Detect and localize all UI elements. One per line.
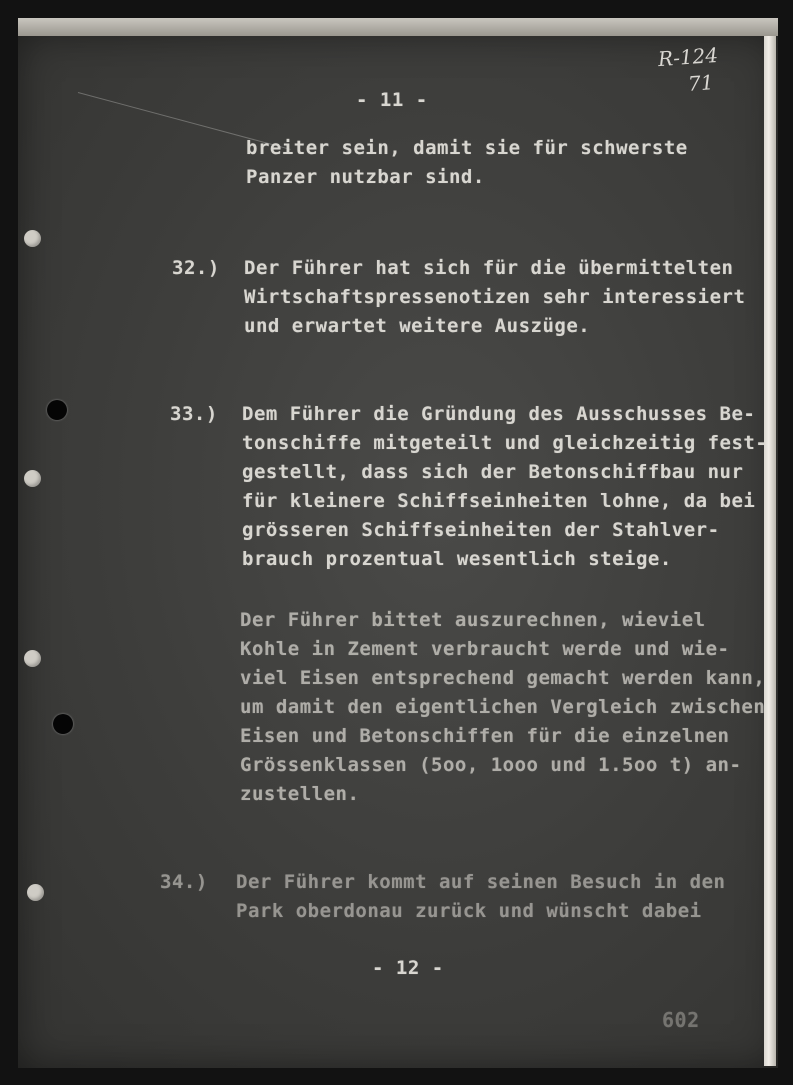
- text-line: Kohle in Zement verbraucht werde und wie-: [240, 638, 730, 660]
- item-number: 32.): [172, 257, 220, 279]
- punch-hole-icon: [24, 650, 41, 667]
- text-line: Park oberdonau zurück und wünscht dabei: [236, 900, 702, 922]
- page-header: - 11 -: [356, 89, 428, 111]
- text-line: und erwartet weitere Auszüge.: [244, 315, 591, 337]
- punch-hole-icon: [27, 884, 44, 901]
- text-line: grösseren Schiffseinheiten der Stahlver-: [242, 519, 720, 541]
- archive-stamp: 602: [662, 1008, 700, 1032]
- item-number: 33.): [170, 403, 218, 425]
- text-line: Panzer nutzbar sind.: [246, 166, 485, 188]
- text-line: tonschiffe mitgeteilt und gleichzeitig fest-: [242, 432, 768, 454]
- text-line: Der Führer kommt auf seinen Besuch in den: [236, 871, 726, 893]
- archive-sub-reference: 71: [687, 70, 715, 96]
- item-number: 34.): [160, 871, 208, 893]
- page-top-edge: [18, 18, 778, 36]
- page-right-edge: [764, 36, 776, 1066]
- text-line: zustellen.: [240, 783, 360, 805]
- archive-reference: R-124: [657, 42, 719, 72]
- text-line: für kleinere Schiffseinheiten lohne, da bei: [242, 490, 756, 512]
- text-line: gestellt, dass sich der Betonschiffbau nur: [242, 461, 744, 483]
- text-line: Eisen und Betonschiffen für die einzelnen: [240, 725, 730, 747]
- text-line: breiter sein, damit sie für schwerste: [246, 137, 688, 159]
- punch-hole-icon: [24, 470, 41, 487]
- page-footer: - 12 -: [372, 957, 444, 979]
- text-line: Dem Führer die Gründung des Ausschusses Be-: [242, 403, 756, 425]
- text-line: Der Führer bittet auszurechnen, wieviel: [240, 609, 706, 631]
- punch-hole-icon: [24, 230, 41, 247]
- text-line: brauch prozentual wesentlich steige.: [242, 548, 672, 570]
- text-line: um damit den eigentlichen Vergleich zwischen: [240, 696, 766, 718]
- text-line: Grössenklassen (5oo, 1ooo und 1.5oo t) an-: [240, 754, 742, 776]
- text-line: Der Führer hat sich für die übermittelten: [244, 257, 734, 279]
- text-line: viel Eisen entsprechend gemacht werden kann,: [240, 667, 766, 689]
- punch-hole-icon: [53, 714, 73, 734]
- punch-hole-icon: [47, 400, 67, 420]
- text-line: Wirtschaftspressenotizen sehr interessiert: [244, 286, 746, 308]
